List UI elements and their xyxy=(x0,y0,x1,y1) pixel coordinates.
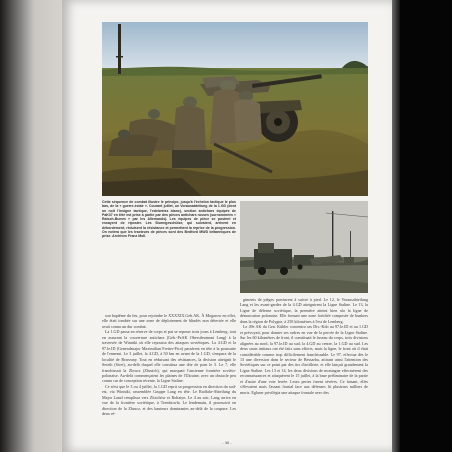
body-column-right xyxy=(240,297,368,437)
body-column-left xyxy=(102,313,236,437)
truck-photo xyxy=(240,201,368,293)
book-page xyxy=(62,0,392,452)
book-right-edge xyxy=(392,0,452,452)
photo-caption-text: Cette séquence de combat illustre le principe, jusqu'à l'échelon tactique le plus bas, de la « guerre-éclair ». Courant juillet, un Vorausabteilung de la 1.GD (dont on noit l'insigne tactique, l'edelweiss blanc), section antichars équipée de PaK37 en tête est prise à partie par des pièces antichars russes (surnommées « Ratsch-Bumm » par les Allemands). Les équipes de pièce se postent et essayent de riposter. Les Sturmgeschütze, qui suivaient, arrivent en débordement, réduisent la résistance et permettent la reprise de la progression. On notera que les tracteurs de pièces sont des Bedford MWD britanniques de prise. Archives Franz Moll. xyxy=(102,200,236,239)
combat-photo xyxy=(102,22,368,196)
body-paragraph: giments de pièges parvinrent à suivre à pied. Le 12, le Vorausabteilung Lang et les avant-gardes de la 4.GD atteignirent la Ligne Staline. Le 13, la Ligne de défense soviétique, la première atteint bien sûr la ligne de démarcation polonaise. Elle formait une zone fortifiée composée de bunkers dans la région de Polygne, à 250 kilomètres à l'est de Lemberg. xyxy=(240,297,368,324)
page-number: - 36 - xyxy=(222,440,232,445)
photo-caption xyxy=(102,200,236,310)
combat-photo-illustration xyxy=(102,22,368,196)
body-paragraph: La 1.GD passa en réserve de corps et put se reposer trois jours à Lemberg, tout en assurant la couverture antichars (Geb.-PzAK Oberstleutnant Lang) à la traversée de Winniki où elle repoussa des attaques soviétiques. La 4.GD et la 97.le.ID (Generalmajor Maximilian Fretter-Pico) passèrent en tête à la poursuite de l'ennemi. Le 3 juillet, la 4.GD, à 50 km en avant de la 1.GD, s'empara de la localité de Brzezany. Tout en réduisant des résistances, la division atteignit le Sereth (Siret), au-delà duquel elle constitua une tête de pont le 5. Le 7, elle franchissait la Zbrucz (Zbrutch), qui marquait l'ancienne frontière soviéto-polonaise. Au-delà commençaient les plaines de l'Ukraine, avec un obstacle peu connu car de conception récente, la Ligne Staline. xyxy=(102,329,236,384)
book-gutter-shadow xyxy=(0,0,62,452)
body-paragraph: son baptême du feu, pour rejoindre le XXXXIX.Geb.AK. À Mogarow en effet, elle était tombée sur une zone de déploiement de blindés non détectée et elle avait connu un dur combat. xyxy=(102,313,236,329)
page-edge-strip xyxy=(392,0,400,452)
body-paragraph: Le 49e AK du Gen. Kübler concentra ses Div.-Kdo au 97.le.ID et au 1.GD et prévoyait, pour donner ses ordres en vue de la percée de la Ligne Staline. Sur les 60 kilomètres de front, il constituait le fuseau du corps, trois divisions alignées au nord, la 97.le.ID au sud, la 4.GD au centre, la 1.GD au sud. Les deux sauts initiaux ont été faits sans efforts, mais la ligne, le front où il était considérable comme trop difficilement franchissable. Le 97. effectua dès le 13 une diversion dans le secteur de Bessarba, attirant ainsi l'attention des Soviétiques sur ce point par des tirs d'artillerie, et elle lançait grandement la Ligne Staline. Les 13 et 14, les deux divisions de montagne effectuèrent des reconnaissances et attaquèrent le 15 juillet, à la base préliminaire de la partie et d'autre d'une voie ferrée. Leurs pertes furent sévères. Ce faisant, elles s'élevaient mais l'assaut frontal face aux défenses fit plusieurs milliers de morts. Eglaser privilégia une attaque frontale avec des xyxy=(240,324,368,395)
body-paragraph: Ce n'est que le 3 ou 4 juillet, la 1.GD reprit sa progression en direction du sud-est, via Winniki, rassemblée Gruppe Lang en tête. Le Radfahr-Abteilung du Major Lanzl remplissa vers Zlotchów et Rohatyn. Le 4 au soir, Lang arriva en vue de la frontière soviétique, à Trembowla. Le lendemain, il poursuivit en direction de la Zbrucz, et des hauteurs dominantes au-delà de la coupure. Les deux ré- xyxy=(102,383,236,417)
truck-photo-illustration xyxy=(240,201,368,293)
